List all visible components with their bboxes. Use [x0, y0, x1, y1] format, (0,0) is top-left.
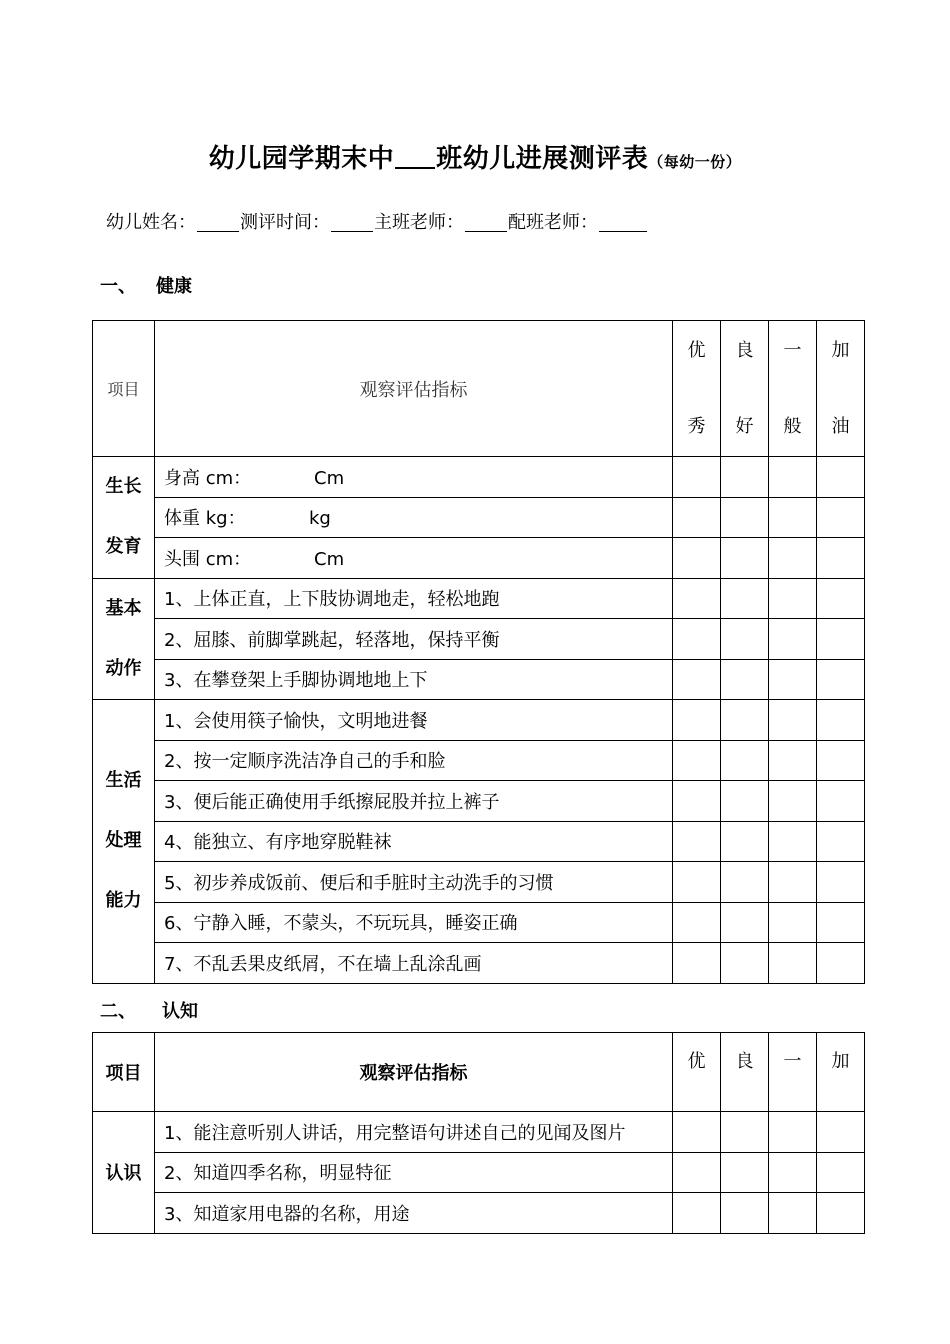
child-name-label: 幼儿姓名： [106, 212, 196, 233]
rating-cell[interactable] [817, 821, 865, 862]
indicator: 1、会使用筷子愉快，文明地进餐 [155, 700, 673, 741]
section-heading-cognition [100, 997, 198, 1023]
section-name: 健康 [156, 276, 192, 297]
rating-cell[interactable] [721, 457, 769, 498]
title-note: （每幼一份） [648, 153, 742, 171]
header-indicator: 观察评估指标 [155, 321, 673, 457]
child-name-blank[interactable] [197, 211, 239, 232]
indicator: 2、按一定顺序洗洁净自己的手和脸 [155, 740, 673, 781]
table-row [93, 619, 865, 660]
indicator-weight: 体重 kg： kg [155, 497, 673, 538]
indicator: 2、屈膝、前脚掌跳起，轻落地，保持平衡 [155, 619, 673, 660]
section-heading-health [100, 272, 192, 298]
indicator: 2、知道四季名称，明显特征 [155, 1152, 673, 1193]
rating-cell[interactable] [721, 862, 769, 903]
rating-cell[interactable] [817, 1193, 865, 1234]
rating-cell[interactable] [673, 578, 721, 619]
assistant-teacher-blank[interactable] [599, 211, 647, 232]
indicator: 3、知道家用电器的名称，用途 [155, 1193, 673, 1234]
rating-cell[interactable] [721, 1193, 769, 1234]
rating-cell[interactable] [817, 1152, 865, 1193]
rating-cell[interactable] [721, 497, 769, 538]
rating-cell[interactable] [769, 457, 817, 498]
table-row [93, 902, 865, 943]
indicator: 1、上体正直，上下肢协调地走，轻松地跑 [155, 578, 673, 619]
indicator: 4、能独立、有序地穿脱鞋袜 [155, 821, 673, 862]
header-item: 项目 [93, 321, 155, 457]
rating-cell[interactable] [817, 1112, 865, 1153]
rating-cell[interactable] [817, 578, 865, 619]
rating-cell[interactable] [673, 943, 721, 984]
table-row [93, 943, 865, 984]
rating-cell[interactable] [721, 902, 769, 943]
rating-cell[interactable] [673, 1112, 721, 1153]
rating-cell[interactable] [769, 497, 817, 538]
rating-cell[interactable] [673, 862, 721, 903]
info-line [106, 208, 648, 234]
table-row [93, 497, 865, 538]
head-teacher-label: 主班老师： [374, 212, 464, 233]
rating-cell[interactable] [817, 781, 865, 822]
rating-cell[interactable] [673, 902, 721, 943]
title-part1: 幼儿园学期末中 [208, 144, 395, 174]
rating-cell[interactable] [769, 619, 817, 660]
category-self-care: 生活 处理 能力 [93, 700, 155, 984]
rating-cell[interactable] [769, 740, 817, 781]
rating-cell[interactable] [769, 1112, 817, 1153]
eval-time-label: 测评时间： [240, 212, 330, 233]
category-recognition: 认识 [93, 1112, 155, 1234]
rating-cell[interactable] [769, 943, 817, 984]
rating-cell[interactable] [673, 1152, 721, 1193]
rating-cell[interactable] [673, 821, 721, 862]
header-indicator: 观察评估指标 [155, 1033, 673, 1112]
table-row [93, 821, 865, 862]
rating-cell[interactable] [769, 578, 817, 619]
rating-cell[interactable] [721, 1152, 769, 1193]
table-row [93, 862, 865, 903]
rating-cell[interactable] [721, 781, 769, 822]
page-title [0, 138, 950, 175]
header-rating-excellent: 优 [673, 1033, 721, 1112]
rating-cell[interactable] [817, 659, 865, 700]
rating-cell[interactable] [721, 619, 769, 660]
title-part2: 班幼儿进展测评表 [436, 144, 649, 174]
indicator: 3、在攀登架上手脚协调地地上下 [155, 659, 673, 700]
table-row [93, 457, 865, 498]
table-row [93, 1152, 865, 1193]
rating-cell[interactable] [721, 538, 769, 579]
cognition-table [92, 1032, 865, 1234]
table-row [93, 740, 865, 781]
rating-cell[interactable] [817, 497, 865, 538]
header-rating-good: 良 [721, 1033, 769, 1112]
rating-cell[interactable] [769, 902, 817, 943]
class-blank [395, 143, 435, 169]
indicator: 3、便后能正确使用手纸擦屁股并拉上裤子 [155, 781, 673, 822]
header-item: 项目 [93, 1033, 155, 1112]
header-rating-keep-going: 加 油 [817, 321, 865, 457]
rating-cell[interactable] [721, 659, 769, 700]
rating-cell[interactable] [817, 862, 865, 903]
indicator-head-circ: 头围 cm： Cm [155, 538, 673, 579]
rating-cell[interactable] [721, 700, 769, 741]
rating-cell[interactable] [673, 538, 721, 579]
rating-cell[interactable] [673, 619, 721, 660]
rating-cell[interactable] [769, 821, 817, 862]
indicator: 7、不乱丢果皮纸屑，不在墙上乱涂乱画 [155, 943, 673, 984]
table-row [93, 538, 865, 579]
rating-cell[interactable] [817, 943, 865, 984]
eval-time-blank[interactable] [331, 211, 373, 232]
rating-cell[interactable] [673, 781, 721, 822]
indicator-height: 身高 cm： Cm [155, 457, 673, 498]
rating-cell[interactable] [769, 659, 817, 700]
section-name: 认知 [162, 1001, 198, 1022]
header-rating-keep-going: 加 [817, 1033, 865, 1112]
table-row [93, 781, 865, 822]
indicator: 1、能注意听别人讲话，用完整语句讲述自己的见闻及图片 [155, 1112, 673, 1153]
table-header-row [93, 1033, 865, 1112]
rating-cell[interactable] [769, 781, 817, 822]
rating-cell[interactable] [721, 1112, 769, 1153]
assistant-teacher-label: 配班老师： [508, 212, 598, 233]
rating-cell[interactable] [769, 700, 817, 741]
section-number: 一、 [100, 276, 136, 297]
rating-cell[interactable] [673, 740, 721, 781]
rating-cell[interactable] [817, 700, 865, 741]
category-growth: 生长 发育 [93, 457, 155, 579]
section-number: 二、 [100, 1001, 136, 1022]
category-basic-motor: 基本 动作 [93, 578, 155, 700]
rating-cell[interactable] [769, 538, 817, 579]
health-table [92, 320, 865, 984]
rating-cell[interactable] [721, 821, 769, 862]
rating-cell[interactable] [673, 457, 721, 498]
table-row [93, 1112, 865, 1153]
rating-cell[interactable] [721, 943, 769, 984]
rating-cell[interactable] [817, 902, 865, 943]
header-rating-good: 良 好 [721, 321, 769, 457]
rating-cell[interactable] [721, 740, 769, 781]
rating-cell[interactable] [673, 700, 721, 741]
indicator: 5、初步养成饭前、便后和手脏时主动洗手的习惯 [155, 862, 673, 903]
table-row [93, 1193, 865, 1234]
rating-cell[interactable] [769, 1193, 817, 1234]
rating-cell[interactable] [673, 1193, 721, 1234]
table-row [93, 700, 865, 741]
rating-cell[interactable] [817, 619, 865, 660]
rating-cell[interactable] [673, 659, 721, 700]
rating-cell[interactable] [817, 538, 865, 579]
rating-cell[interactable] [817, 740, 865, 781]
header-rating-average: 一 般 [769, 321, 817, 457]
head-teacher-blank[interactable] [465, 211, 507, 232]
header-rating-average: 一 [769, 1033, 817, 1112]
table-header-row [93, 321, 865, 457]
rating-cell[interactable] [721, 578, 769, 619]
indicator: 6、宁静入睡，不蒙头，不玩玩具，睡姿正确 [155, 902, 673, 943]
rating-cell[interactable] [769, 862, 817, 903]
rating-cell[interactable] [817, 457, 865, 498]
table-row [93, 659, 865, 700]
table-row [93, 578, 865, 619]
rating-cell[interactable] [769, 1152, 817, 1193]
header-rating-excellent: 优 秀 [673, 321, 721, 457]
rating-cell[interactable] [673, 497, 721, 538]
